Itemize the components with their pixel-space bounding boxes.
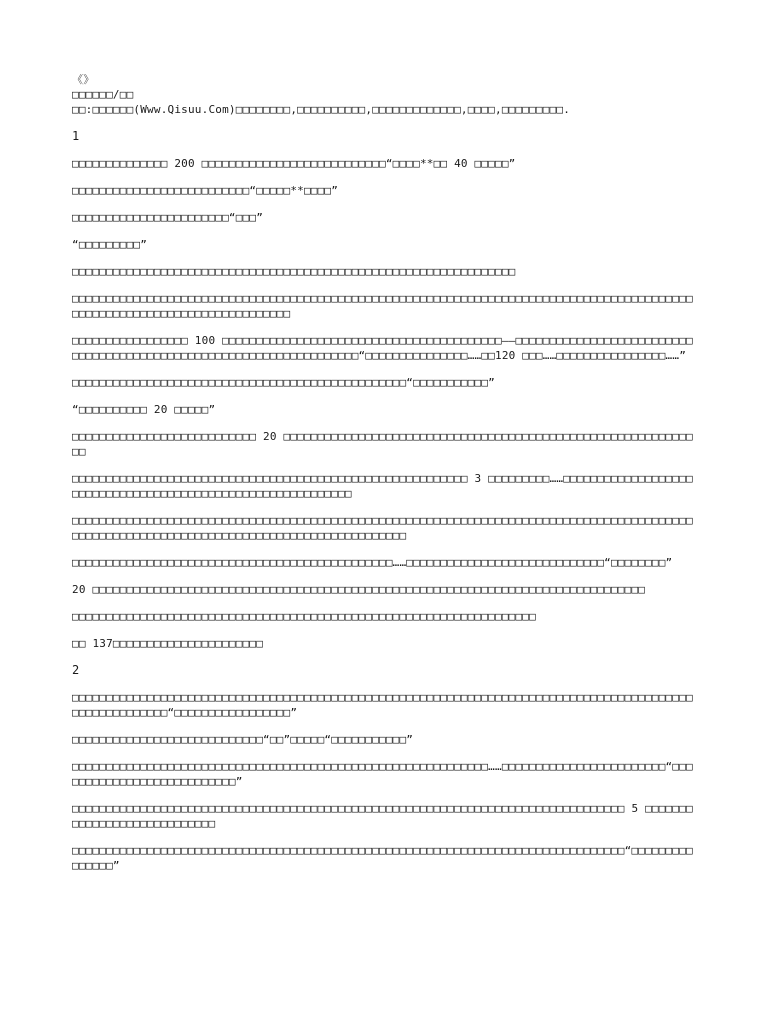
paragraph: □□ 137□□□□□□□□□□□□□□□□□□□□□□ bbox=[72, 637, 264, 650]
paragraph: □□□□□□□□□□□□□□□□□□□□□□□□□□□□□□□□□□□□□□□□□□□□□□□□□□□□□□□□□□□□□□□□□□□□ bbox=[72, 610, 536, 623]
paragraph: □□□□□□□□□□□□□□□□□□□□□□□□□□□□□□□□□□□□□□□□□□□□□□□□□□□□□□□□□□□□□□□□□ bbox=[72, 265, 516, 278]
section-number: 2 bbox=[72, 663, 80, 677]
paragraph: □□□□□□□□□□□□□□ 200 □□□□□□□□□□□□□□□□□□□□□□□□□□□“□□□□**□□ 40 □□□□□” bbox=[72, 157, 516, 170]
section-number: 1 bbox=[72, 129, 80, 143]
paragraph: □□□□□□□□□□□□□□□□□□□□□□□“□□□” bbox=[72, 211, 264, 224]
paragraph: □□□□□□□□□□□□□□□□□ 100 □□□□□□□□□□□□□□□□□□□□□□□□□□□□□□□□□□□□□□□□□——□□□□□□□□□□□□□□□□□□□□□□□□□□□□□□□□□□□□□□□□□□□□□□□□□□□□□□□□□□□□□□□□□□□□“□□□□□□□□□□□□□□□……□□120 □□□……□□□□□□□□□□□□□□□□……” bbox=[72, 334, 693, 362]
paragraph: □□□□□□□□□□□□□□□□□□□□□□□□□□□□□□□□□□□□□□□□□□□□□□□□□“□□□□□□□□□□□” bbox=[72, 376, 495, 389]
paragraph: □□□□□□□□□□□□□□□□□□□□□□□□□□□□□□□□□□□□□□□□□□□□□□□□□□□□□□□□□□□□□□□□□□□□□□□□□□□□□□□□□□□□□□□□□□□□□□□□□□□□□□□□□“□□□□□□□□□□□□□□□□□” bbox=[72, 691, 693, 719]
paragraph: “□□□□□□□□□□ 20 □□□□□” bbox=[72, 403, 216, 416]
document-title: 《》 bbox=[72, 73, 95, 86]
paragraph: □□□□□□□□□□□□□□□□□□□□□□□□□□□□□□□□□□□□□□□□□□□□□□□□□□□□□□□□□□□□□……□□□□□□□□□□□□□□□□□□□□□□□□“□□□□□□□□□□□□□□□□□□□□□□□□□□□” bbox=[72, 760, 693, 788]
paragraph: □□□□□□□□□□□□□□□□□□□□□□□□□□□□□□□□□□□□□□□□□□□□□□□□□□□□□□□□□□□□□□□□□□□□□□□□□□□□□□□□□□□□□□□□□□□□□□□□□□□□□□□□□□□□□□□□□□□□□□□□□□□ bbox=[72, 292, 693, 320]
paragraph: □□□□□□□□□□□□□□□□□□□□□□□□□□□ 20 □□□□□□□□□□□□□□□□□□□□□□□□□□□□□□□□□□□□□□□□□□□□□□□□□□□□□□□□□□□□□□ bbox=[72, 430, 693, 458]
paragraph: □□□□□□□□□□□□□□□□□□□□□□□□□□“□□□□□**□□□□” bbox=[72, 184, 339, 197]
paragraph: □□□□□□□□□□□□□□□□□□□□□□□□□□□□□□□□□□□□□□□□□□□□□□□□□□□□□□□□□□□□□□□□□□□□□□□□□□□□□□□□□ 5 □□□□□□□□□□□□□□□□□□□□□□□□□□□□ bbox=[72, 802, 693, 830]
source-line: □□:□□□□□□(Www.Qisuu.Com)□□□□□□□□,□□□□□□□□□□,□□□□□□□□□□□□□,□□□□,□□□□□□□□□. bbox=[72, 103, 571, 116]
paragraph: □□□□□□□□□□□□□□□□□□□□□□□□□□□□□□□□□□□□□□□□□□□□□□□□□□□□□□□□□□□□□□□□□□□□□□□□□□□□□□□□□“□□□□□□□□□□□□□□□” bbox=[72, 844, 693, 872]
paragraph: □□□□□□□□□□□□□□□□□□□□□□□□□□□□“□□”□□□□□“□□□□□□□□□□□” bbox=[72, 733, 414, 746]
paragraph: □□□□□□□□□□□□□□□□□□□□□□□□□□□□□□□□□□□□□□□□□□□□□□□……□□□□□□□□□□□□□□□□□□□□□□□□□□□□□“□□□□□□□□” bbox=[72, 556, 673, 569]
paragraph: □□□□□□□□□□□□□□□□□□□□□□□□□□□□□□□□□□□□□□□□□□□□□□□□□□□□□□□□□□□□□□□□□□□□□□□□□□□□□□□□□□□□□□□□□□□□□□□□□□□□□□□□□□□□□□□□□□□□□□□□□□□□□□□□□□□□□□□□□□□□ bbox=[72, 514, 693, 542]
author-line: □□□□□□/□□ bbox=[72, 88, 134, 101]
header-spacer bbox=[72, 117, 698, 129]
paragraph: 20 □□□□□□□□□□□□□□□□□□□□□□□□□□□□□□□□□□□□□□□□□□□□□□□□□□□□□□□□□□□□□□□□□□□□□□□□□□□□□□□□□ bbox=[72, 583, 646, 596]
paragraph: □□□□□□□□□□□□□□□□□□□□□□□□□□□□□□□□□□□□□□□□□□□□□□□□□□□□□□□□□□ 3 □□□□□□□□□……□□□□□□□□□□□□□□□□□□□□□□□□□□□□□□□□□□□□□□□□□□□□□□□□□□□□□□□□□□□□ bbox=[72, 472, 693, 500]
document-page bbox=[72, 72, 698, 885]
paragraph: “□□□□□□□□□” bbox=[72, 238, 148, 251]
